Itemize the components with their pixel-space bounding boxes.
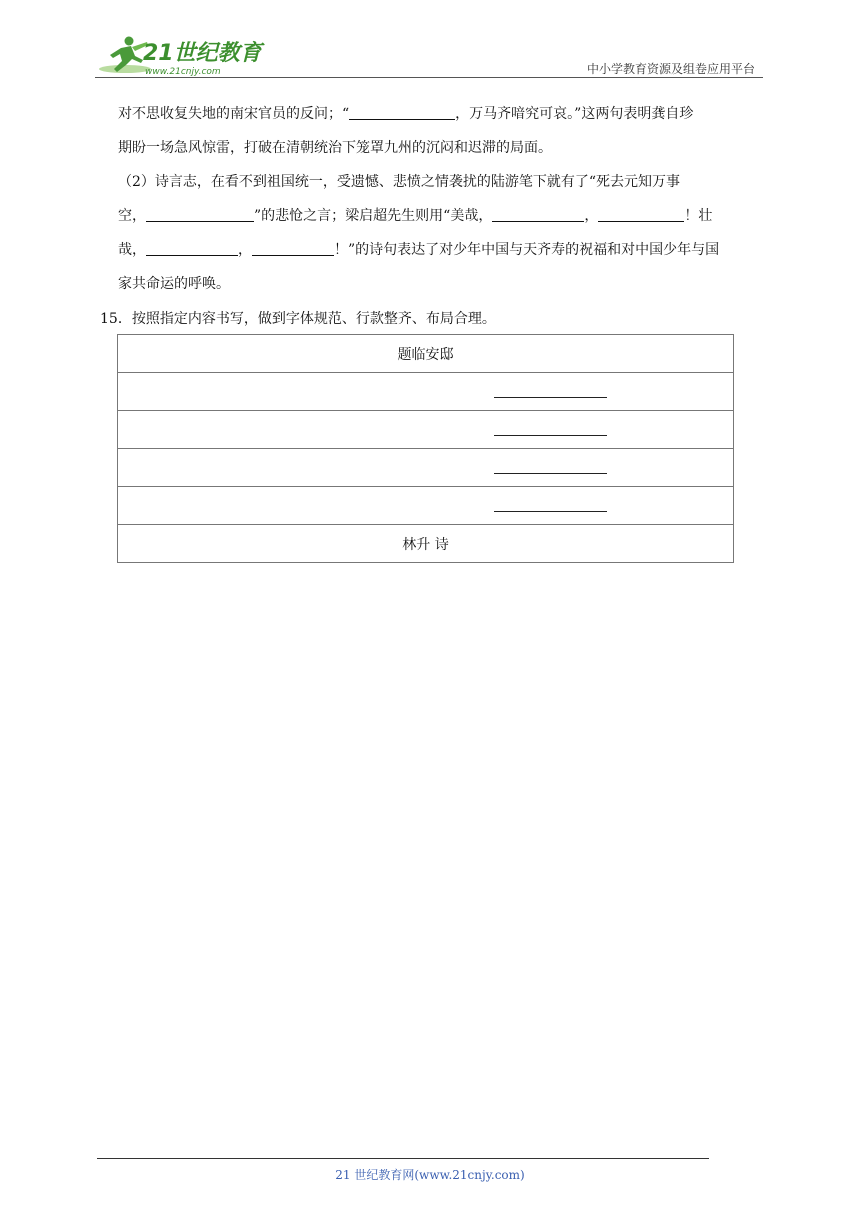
header-divider bbox=[95, 77, 763, 78]
poem-author: 林升 诗 bbox=[118, 525, 734, 563]
text-span: ，万马齐喑究可哀。”这两句表明龚自珍 bbox=[455, 106, 694, 122]
writing-line bbox=[494, 397, 607, 398]
paragraph-line-6: 家共命运的呼唤。 bbox=[118, 276, 230, 292]
page-header bbox=[95, 32, 763, 78]
paragraph-line-5 bbox=[118, 233, 763, 267]
text-span: ， bbox=[584, 208, 599, 224]
site-logo bbox=[95, 32, 265, 78]
logo-url: www.21cnjy.com bbox=[145, 67, 221, 77]
footer-link[interactable]: 21 世纪教育网(www.21cnjy.com) bbox=[335, 1168, 525, 1182]
answer-blank[interactable] bbox=[492, 205, 584, 222]
answer-blank[interactable] bbox=[252, 239, 334, 256]
text-span: ”的悲怆之言；梁启超先生则用“美哉， bbox=[254, 208, 493, 224]
answer-blank[interactable] bbox=[598, 205, 684, 222]
paragraph-line-3: （2）诗言志，在看不到祖国统一，受遗憾、悲愤之情袭扰的陆游笔下就有了“死去元知万事 bbox=[118, 174, 681, 190]
logo-text: 21世纪教育 bbox=[143, 41, 262, 66]
question-15-prompt: 15．按照指定内容书写，做到字体规范、行款整齐、布局合理。 bbox=[100, 311, 496, 327]
paragraph-line-4 bbox=[118, 199, 763, 233]
writing-line bbox=[494, 435, 607, 436]
paragraph-line-1 bbox=[118, 97, 763, 131]
writing-row[interactable] bbox=[118, 449, 734, 487]
answer-blank[interactable] bbox=[146, 205, 254, 222]
text-span: ， bbox=[238, 242, 252, 258]
text-span: 对不思收复失地的南宋官员的反问；“ bbox=[118, 106, 350, 122]
text-span: 哉， bbox=[118, 242, 146, 258]
answer-blank[interactable] bbox=[146, 239, 238, 256]
writing-row[interactable] bbox=[118, 411, 734, 449]
text-span: ！”的诗句表达了对少年中国与天齐寿的祝福和对中国少年与国 bbox=[334, 242, 720, 258]
writing-line bbox=[494, 511, 607, 512]
writing-row[interactable] bbox=[118, 487, 734, 525]
answer-blank[interactable] bbox=[349, 103, 455, 120]
footer-divider bbox=[97, 1158, 709, 1159]
paragraph-line-2: 期盼一场急风惊雷，打破在清朝统治下笼罩九州的沉闷和迟滞的局面。 bbox=[118, 140, 552, 156]
text-span: 空， bbox=[118, 208, 146, 224]
writing-grid bbox=[117, 334, 734, 563]
writing-row[interactable] bbox=[118, 373, 734, 411]
header-platform-name: 中小学教育资源及组卷应用平台 bbox=[586, 62, 755, 76]
text-span: ！壮 bbox=[684, 208, 713, 224]
poem-title: 题临安邸 bbox=[118, 335, 734, 373]
writing-line bbox=[494, 473, 607, 474]
